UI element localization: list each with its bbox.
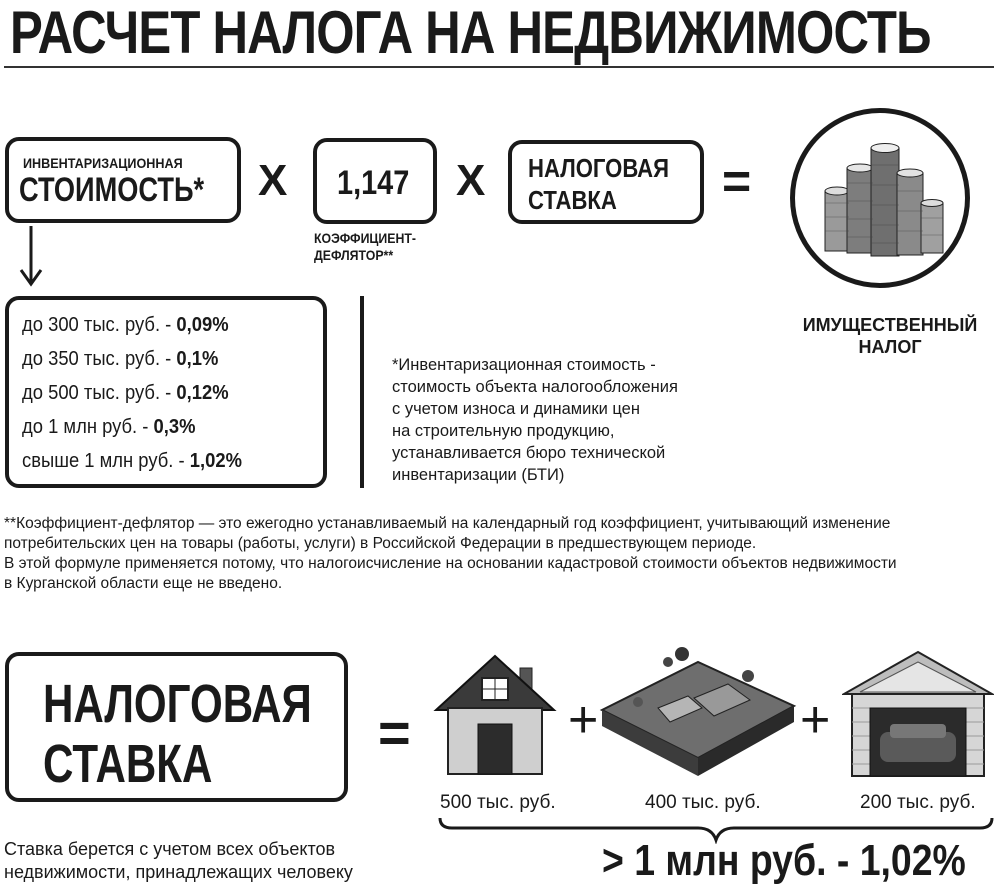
coefficient-box [313,138,437,224]
footnote-line: инвентаризации (БТИ) [392,466,565,484]
example-tax-rate-box [5,652,348,802]
inventory-label-small: ИНВЕНТАРИЗАЦИОННАЯ [23,155,183,171]
property-tax-line2: НАЛОГ [858,337,922,357]
coefficient-caption: КОЭФФИЦИЕНТ-ДЕФЛЯТОР** [314,230,417,263]
inventory-label-big: СТОИМОСТЬ* [19,171,205,209]
plus-sign: + [800,691,831,749]
footnote-line: *Инвентаризационная стоимость - [392,356,656,374]
footnote-line: устанавливается бюро технической [392,444,666,462]
equals-sign: = [378,701,411,764]
footnote-line: **Коэффициент-дефлятор — это ежегодно устанавливаемый на календарный год коэффициент, учитывающий изменение [4,515,891,532]
land-price: 400 тыс. руб. [645,792,761,813]
explanation-line: недвижимости, принадлежащих человеку [4,862,353,882]
page-title: РАСЧЕТ НАЛОГА НА НЕДВИЖИМОСТЬ [10,0,931,66]
rate-item: до 350 тыс. руб. - 0,1% [22,348,219,370]
footnote-line: в Курганской области еще не введено. [4,575,283,592]
tax-rate-box [508,140,704,224]
explanation-line: Ставка берется с учетом всех объектов [4,839,336,859]
footnote-line: стоимость объекта налогообложения [392,378,678,396]
tax-rate-line1: НАЛОГОВАЯ [528,153,670,183]
footnote-line: с учетом износа и динамики цен [392,400,640,418]
footnote-line: потребительских цен на товары (работы, услуги) в Российской Федерации в предшествующем периоде. [4,535,757,552]
land-plot-icon [598,640,798,780]
tax-rate-label [528,152,669,216]
example-tax-rate-label [43,674,312,794]
multiply-sign: Х [258,156,288,205]
total-rate: > 1 млн руб. - 1,02% [602,836,966,885]
house-icon [432,652,558,778]
coefficient-value: 1,147 [337,164,410,202]
coins-icon [790,108,970,288]
title-divider [4,66,994,68]
rate-item: до 500 тыс. руб. - 0,12% [22,382,229,404]
rates-list [22,308,261,478]
down-arrow-icon [18,226,44,288]
inventory-footnote [392,354,722,486]
rate-item: до 1 млн руб. - 0,3% [22,416,196,438]
footnote-line: В этой формуле применяется потому, что налогоисчисление на основании кадастровой стоимости объектов недвижимости [4,555,897,572]
garage-icon [842,648,994,778]
example-rate-line1: НАЛОГОВАЯ [43,674,312,734]
tax-rate-line2: СТАВКА [528,185,617,215]
house-price: 500 тыс. руб. [440,792,556,813]
deflator-footnote [4,514,999,594]
rate-item: свыше 1 млн руб. - 1,02% [22,450,242,472]
example-rate-line2: СТАВКА [43,734,213,794]
garage-price: 200 тыс. руб. [860,792,976,813]
inventory-value-box [5,137,241,223]
rate-item: до 300 тыс. руб. - 0,09% [22,314,229,336]
property-tax-line1: ИМУЩЕСТВЕННЫЙ [802,315,978,335]
rate-explanation [4,838,424,884]
property-tax-label [790,314,990,358]
footnote-line: на строительную продукцию, [392,422,615,440]
multiply-sign: Х [456,156,486,205]
vertical-divider [360,296,364,488]
equals-sign: = [722,153,752,209]
plus-sign: + [568,691,599,749]
